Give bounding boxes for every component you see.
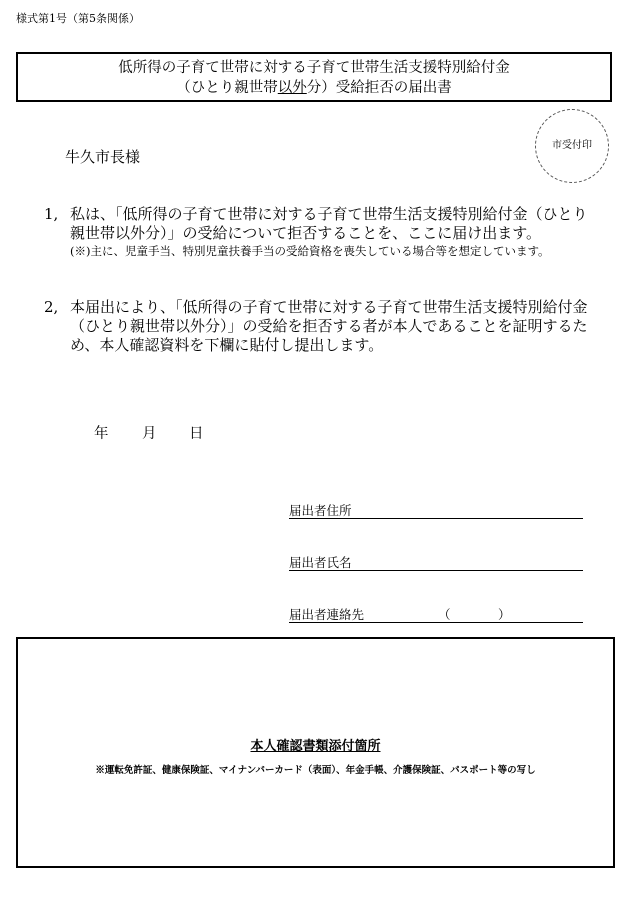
statement-item-1 — [44, 205, 589, 259]
form-number: 様式第1号（第5条関係） — [16, 12, 140, 25]
attachment-title: 本人確認書類添付箇所 — [250, 739, 381, 754]
date-year-label: 年 — [94, 426, 109, 442]
id-document-attachment-area[interactable] — [16, 637, 615, 868]
name-field[interactable] — [289, 553, 583, 571]
item-text: 私は、「低所得の子育て世帯に対する子育て世帯生活支援特別給付金（ひとり親世帯以外分）」の受給について拒否することを、ここに届け出ます。 — [70, 205, 588, 242]
date-month-label: 月 — [142, 426, 157, 442]
name-label: 届出者氏名 — [289, 555, 352, 570]
attachment-note: ※運転免許証、健康保険証、マイナンバーカード（表面）、年金手帳、介護保険証、パスポート等の写し — [95, 765, 536, 776]
statement-item-2 — [44, 298, 589, 355]
title-line-2-post: 分）受給拒否の届出書 — [306, 80, 452, 96]
item-number: 2, — [44, 298, 59, 316]
contact-paren-close: ） — [498, 607, 511, 622]
document-title — [16, 52, 612, 102]
title-line-2 — [18, 78, 610, 98]
item-number: 1, — [44, 205, 59, 223]
item-note: (※)主に、児童手当、特別児童扶養手当の受給資格を喪失している場合等を想定しています。 — [70, 244, 550, 258]
contact-label: 届出者連絡先 — [289, 607, 365, 622]
item-text: 本届出により、「低所得の子育て世帯に対する子育て世帯生活支援特別給付金（ひとり親世帯以外分）」の受給を拒否する者が本人であることを証明するため、本人確認資料を下欄に貼付し提出します。 — [70, 298, 588, 354]
address-label: 届出者住所 — [289, 503, 352, 518]
addressee: 牛久市長様 — [65, 148, 141, 166]
title-line-2-underlined: 以外 — [277, 80, 307, 96]
title-line-2-pre: （ひとり親世帯 — [176, 80, 278, 96]
title-line-1: 低所得の子育て世帯に対する子育て世帯生活支援特別給付金 — [118, 60, 510, 76]
contact-paren-open: （ — [438, 607, 451, 622]
reception-stamp-area: 市受付印 — [535, 109, 609, 183]
address-field[interactable] — [289, 501, 583, 519]
date-day-label: 日 — [189, 426, 204, 442]
contact-field[interactable] — [289, 605, 583, 623]
